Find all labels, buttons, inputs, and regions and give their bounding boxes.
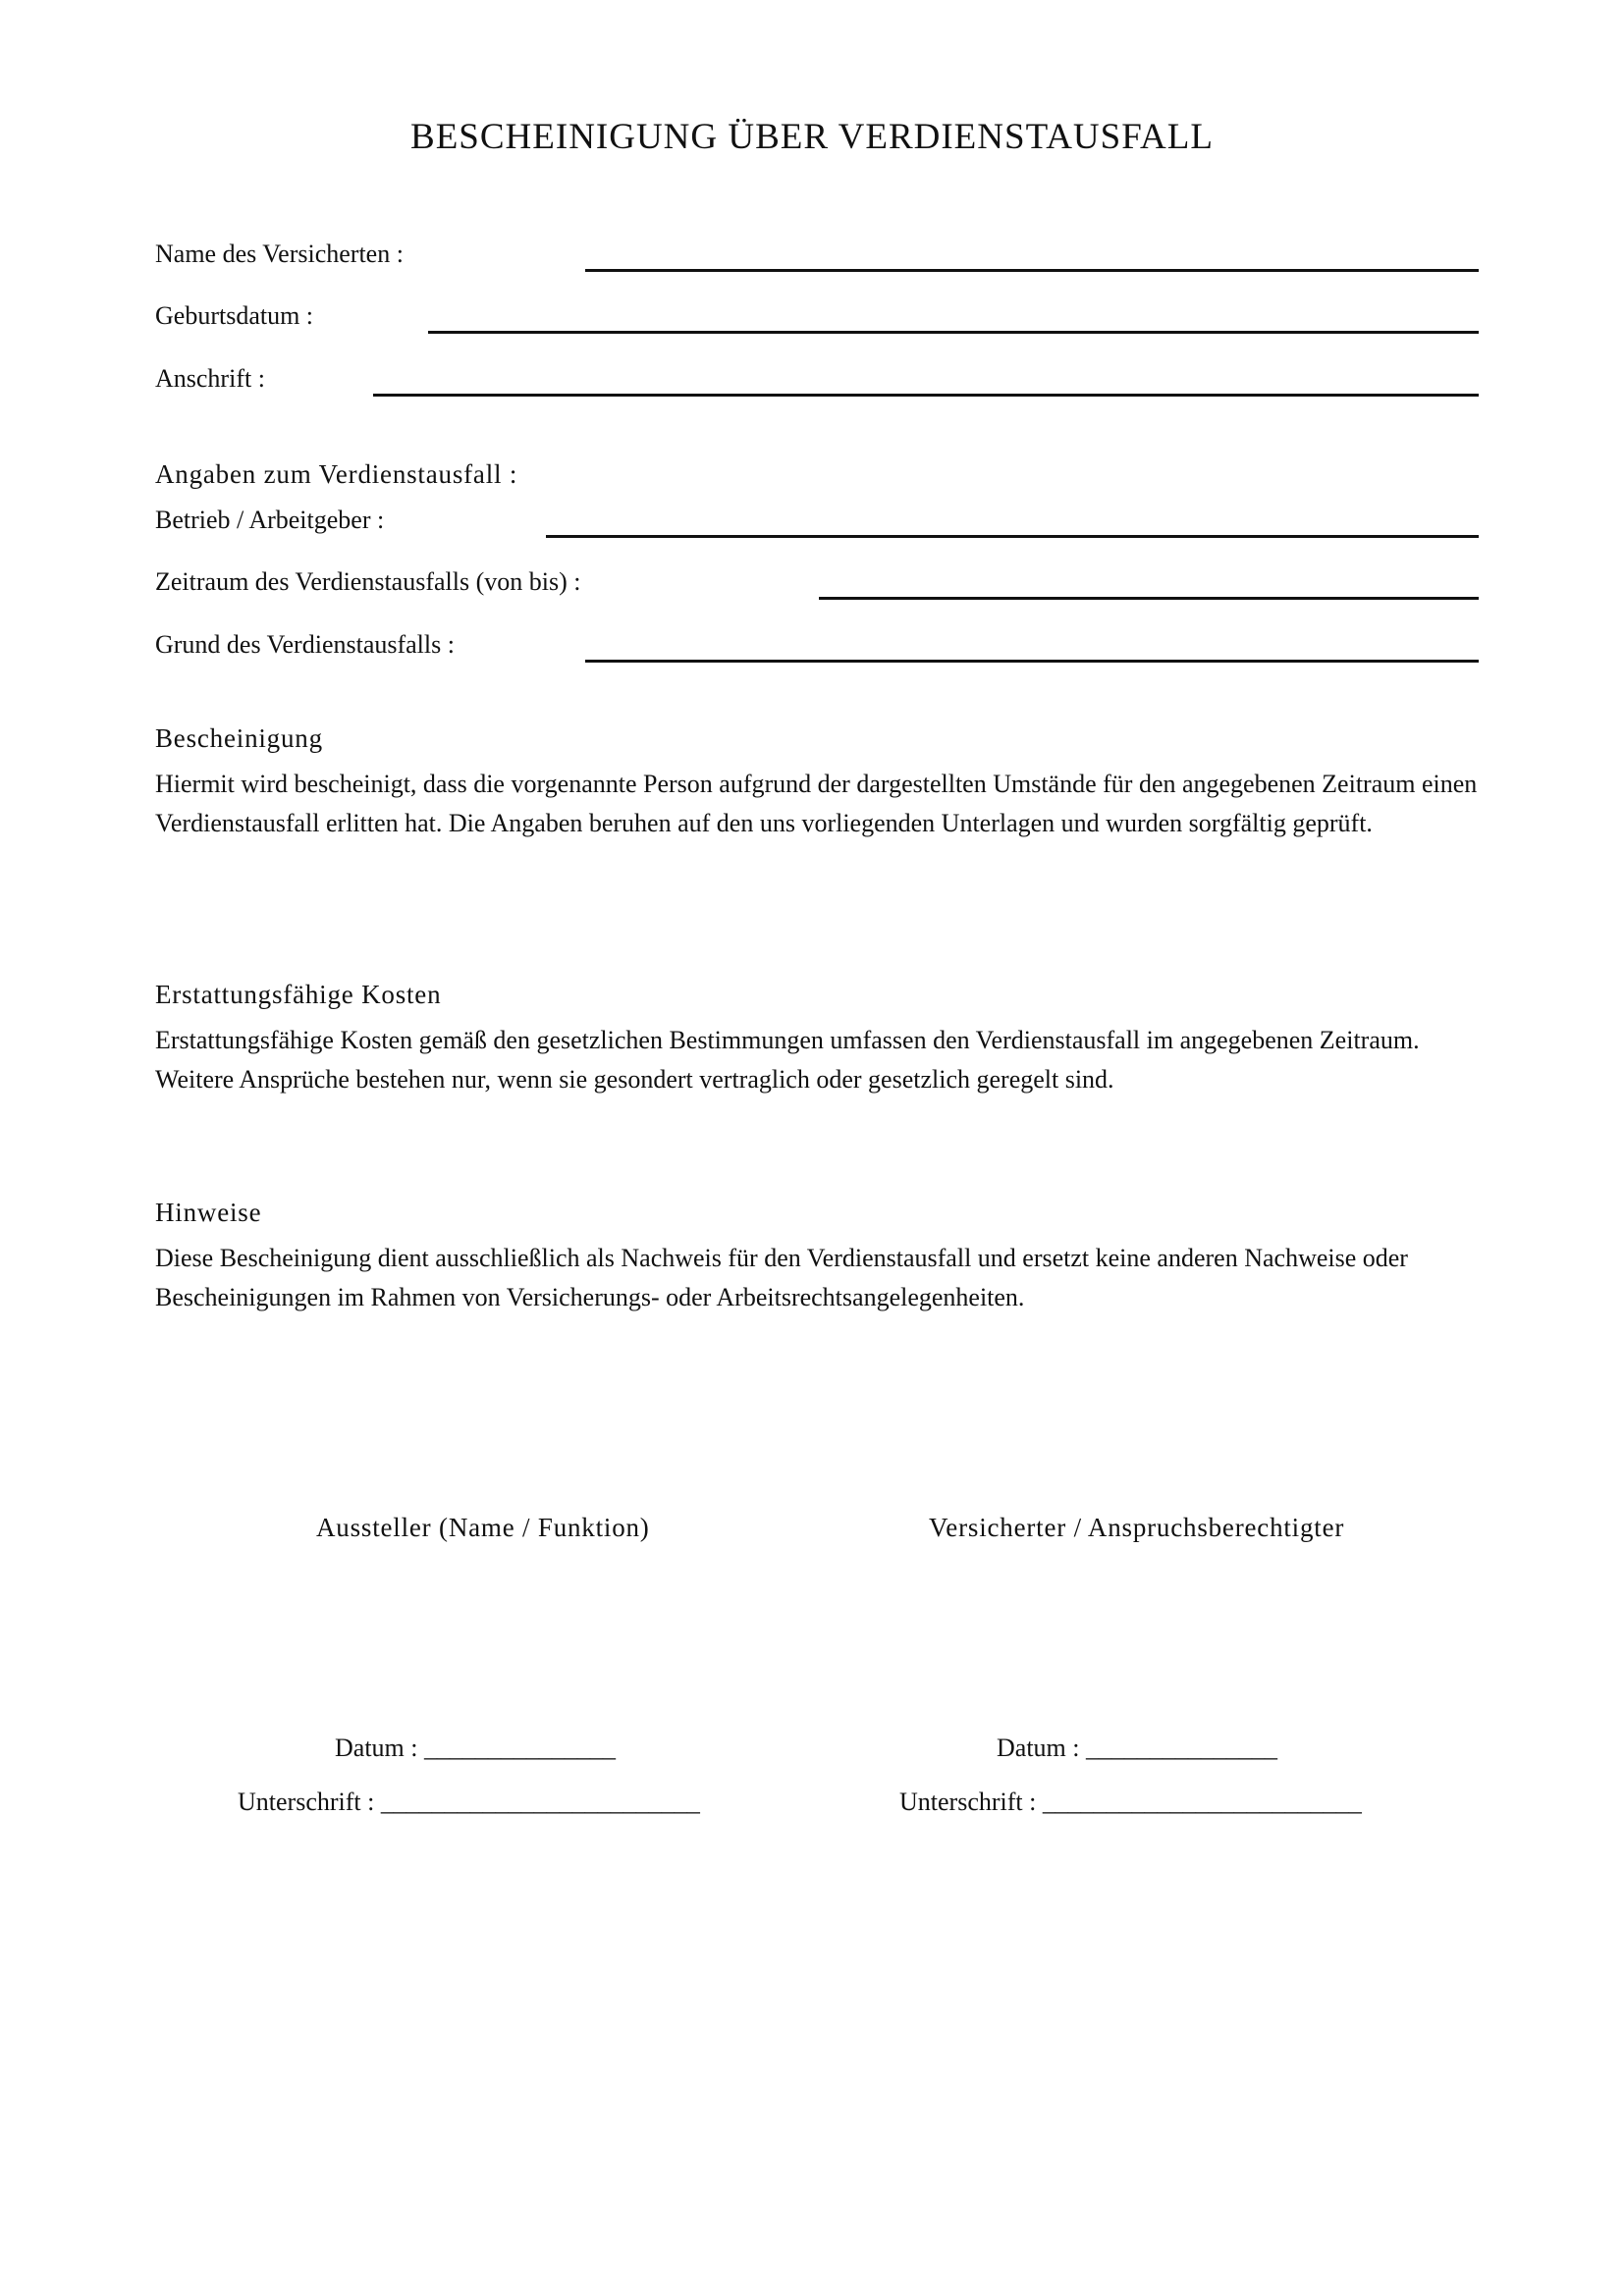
costs-heading: Erstattungsfähige Kosten [155,980,442,1009]
name-input-line[interactable] [585,269,1479,272]
costs-text: Erstattungsfähige Kosten gemäß den gesetzlichen Bestimmungen umfassen den Verdienstausfall im angegebenen Zeitraum. Weitere Ansprüche bestehen nur, wenn sie gesondert vertraglich oder gesetzlich geregelt sind. [155,1026,1420,1094]
issuer-date-field[interactable]: Datum : _______________ [335,1734,616,1762]
reason-input-line[interactable] [585,660,1479,663]
birthdate-label: Geburtsdatum : [155,301,314,330]
employer-label: Betrieb / Arbeitgeber : [155,506,385,534]
period-input-line[interactable] [819,597,1479,600]
reason-label: Grund des Verdienstausfalls : [155,630,455,659]
insured-signature-field[interactable]: Unterschrift : _________________________ [899,1788,1362,1816]
address-input-line[interactable] [373,394,1479,397]
insured-heading: Versicherter / Anspruchsberechtigter [929,1513,1345,1542]
issuer-heading: Aussteller (Name / Funktion) [316,1513,650,1542]
period-label: Zeitraum des Verdienstausfalls (von bis) : [155,567,581,596]
birthdate-input-line[interactable] [428,331,1479,334]
insured-date-field[interactable]: Datum : _______________ [997,1734,1277,1762]
document-title: BESCHEINIGUNG ÜBER VERDIENSTAUSFALL [410,117,1214,157]
certification-heading: Bescheinigung [155,723,323,753]
certification-text: Hiermit wird bescheinigt, dass die vorgenannte Person aufgrund der dargestellten Umstände für den angegebenen Zeitraum einen Verdienstausfall erlitten hat. Die Angaben beruhen auf den uns vorliegenden Unterlagen und wurden sorgfältig geprüft. [155,770,1478,837]
issuer-signature-field[interactable]: Unterschrift : _________________________ [238,1788,700,1816]
income-loss-heading: Angaben zum Verdienstausfall : [155,459,518,489]
notes-heading: Hinweise [155,1198,262,1227]
name-label: Name des Versicherten : [155,240,404,268]
employer-input-line[interactable] [546,535,1479,538]
notes-text: Diese Bescheinigung dient ausschließlich als Nachweis für den Verdienstausfall und ersetzt keine anderen Nachweise oder Bescheinigungen im Rahmen von Versicherungs- oder Arbeitsrechtsangelegenheiten. [155,1244,1408,1311]
address-label: Anschrift : [155,364,265,393]
